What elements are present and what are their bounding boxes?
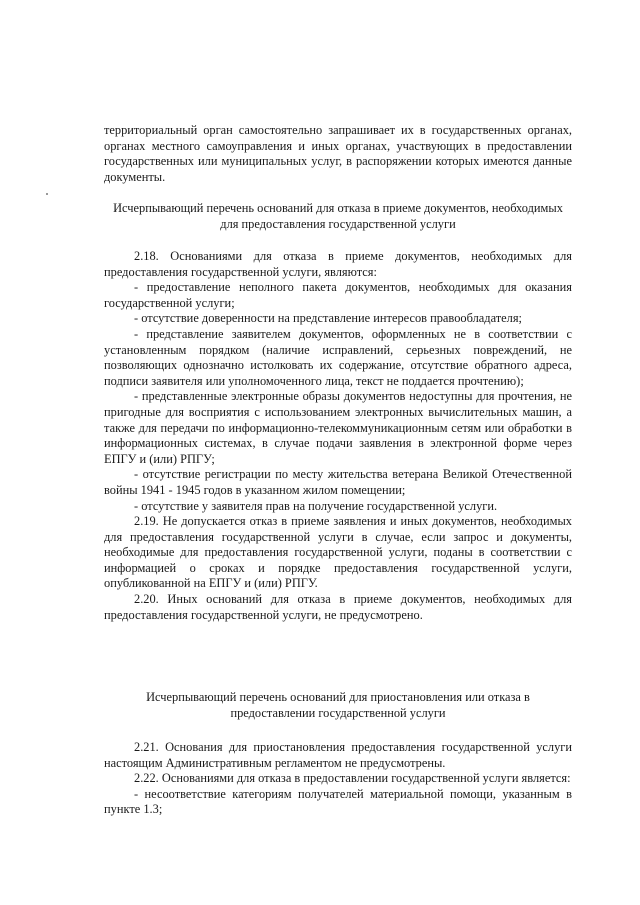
heading-2: Исчерпывающий перечень оснований для приостановления или отказа в предоставлении государственной услуги xyxy=(146,690,530,720)
paragraph-2-22: 2.22. Основаниями для отказа в предоставлении государственной услуги является: xyxy=(134,771,571,786)
refusal-grounds-block xyxy=(104,249,572,623)
list-item-1: - предоставление неполного пакета документов, необходимых для оказания государственной услуги; xyxy=(104,280,572,310)
section-heading-refusal-documents xyxy=(104,201,572,232)
list-item-2: - отсутствие доверенности на представление интересов правообладателя; xyxy=(134,311,522,326)
list-item-4: - представленные электронные образы документов недоступны для прочтения, не пригодные для восприятия с использованием электронных вычислительных машин, а также для передачи по информационно-телекоммуникационным сетям или обработки в информационных системах, в случае подачи заявления в электронной форме через ЕПГУ и (или) РПГУ; xyxy=(104,389,572,466)
margin-mark xyxy=(46,193,48,195)
heading-1: Исчерпывающий перечень оснований для отказа в приеме документов, необходимых для предоставления государственной услуги xyxy=(113,201,563,231)
list-item-7: - несоответствие категориям получателей материальной помощи, указанным в пункте 1.3; xyxy=(104,786,572,817)
paragraph-2-21: 2.21. Основания для приостановления предоставления государственной услуги настоящим Административным регламентом не предусмотрены. xyxy=(104,740,572,770)
list-item-6: - отсутствие у заявителя прав на получение государственной услуги. xyxy=(134,498,498,513)
paragraph-2-19: 2.19. Не допускается отказ в приеме заявления и иных документов, необходимых для предоставления государственной услуги в случае, если запрос и документы, необходимые для предоставления государственной услуги, поданы в соответствии с информацией о сроках и порядке предоставления государственной услуги, опубликованной на ЕПГУ и (или) РПГУ. xyxy=(104,514,572,591)
paragraph-2-20: 2.20. Иных оснований для отказа в приеме документов, необходимых для предоставления государственной услуги, не предусмотрено. xyxy=(104,592,572,622)
list-item-5: - отсутствие регистрации по месту жительства ветерана Великой Отечественной войны 1941 - 1945 годов в указанном жилом помещении; xyxy=(104,467,572,497)
intro-block xyxy=(104,123,572,185)
section-heading-suspension xyxy=(104,690,572,721)
intro-paragraph: территориальный орган самостоятельно запрашивает их в государственных органах, органах местного самоуправления и иных органах, участвующих в предоставлении государственных или муниципальных услуг, в распоряжении которых имеются данные документы. xyxy=(104,123,572,184)
list-item-3: - представление заявителем документов, оформленных не в соответствии с установленным порядком (наличие исправлений, серьезных повреждений, не позволяющих однозначно истолковать их содержание, отсутствие обратного адреса, подписи заявителя или уполномоченного лица, текст не поддается прочтению); xyxy=(104,326,572,388)
suspension-grounds-block xyxy=(104,740,572,818)
paragraph-2-18: 2.18. Основаниями для отказа в приеме документов, необходимых для предоставления государственной услуги, являются: xyxy=(104,249,572,279)
